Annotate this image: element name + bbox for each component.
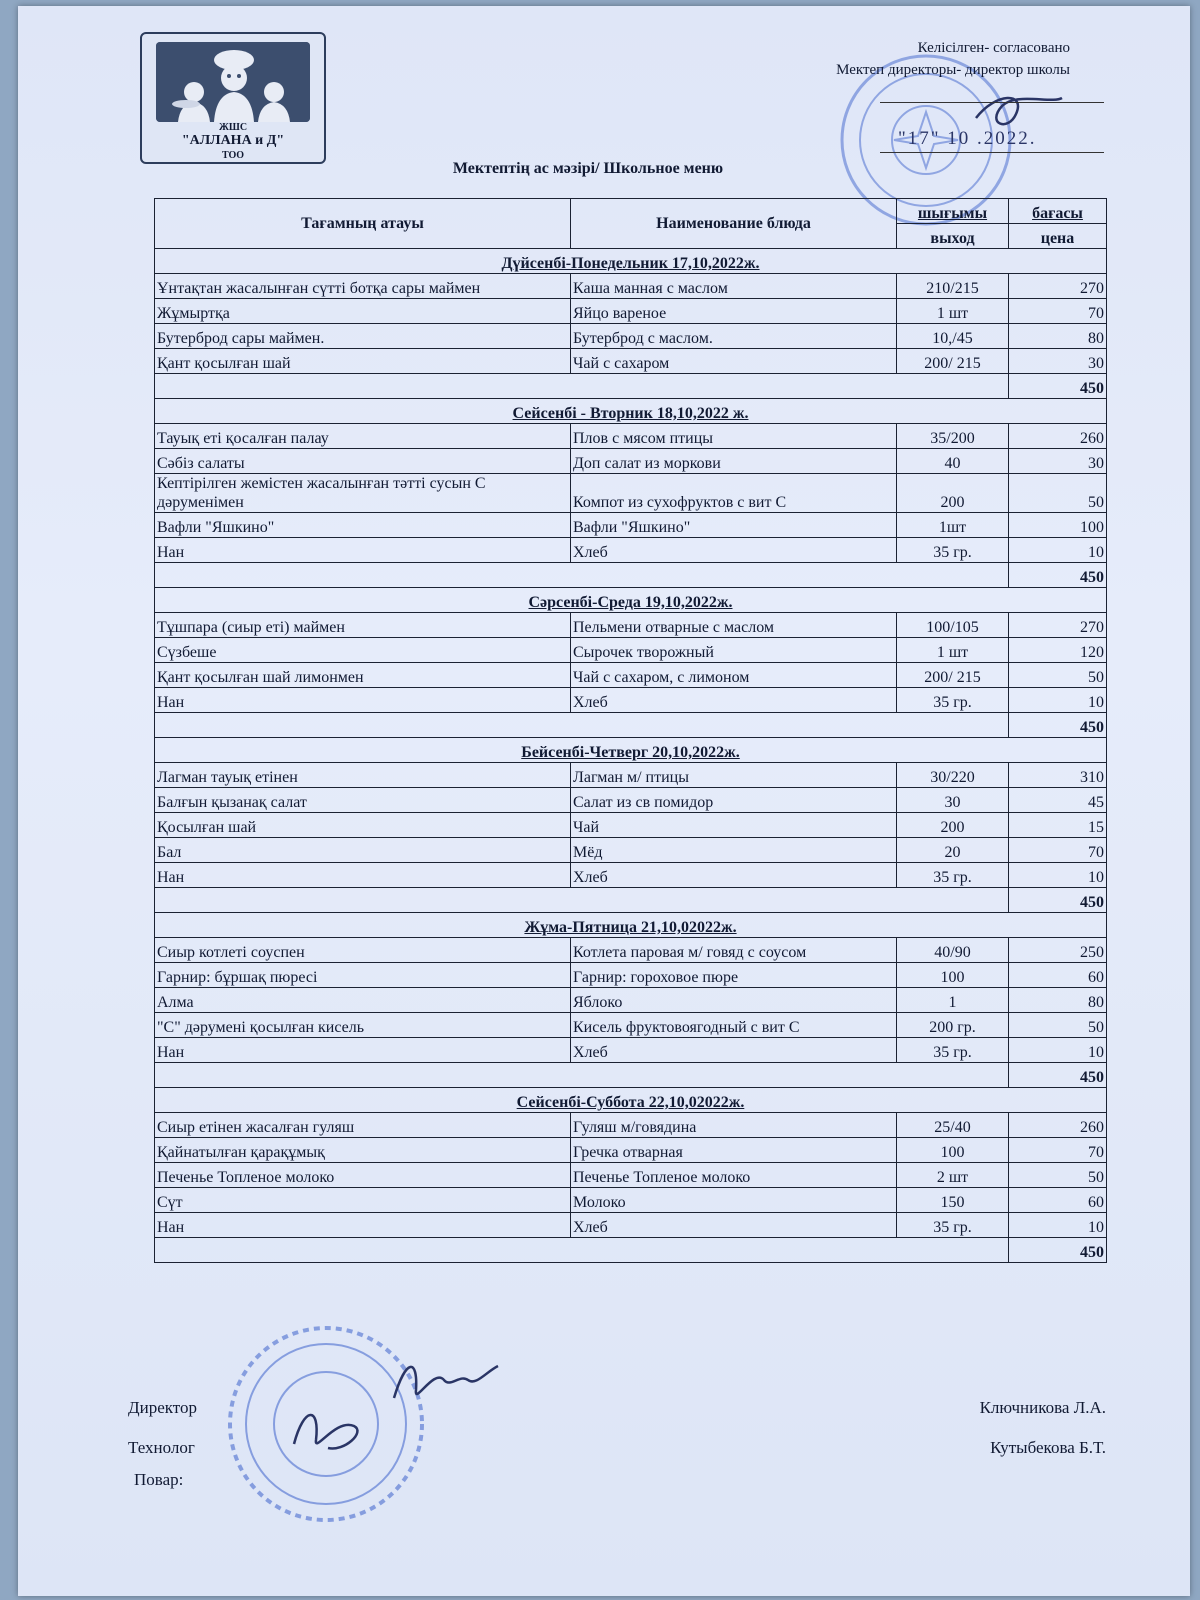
dish-name-kz: Нан (155, 1213, 571, 1238)
dish-yield: 10,/45 (897, 324, 1009, 349)
menu-item-row (155, 349, 1107, 374)
dish-yield: 35 гр. (897, 1038, 1009, 1063)
technologist-name: Кутыбекова Б.Т. (990, 1438, 1106, 1457)
header-price-ru: цена (1009, 224, 1107, 249)
dish-name-ru: Вафли "Яшкино" (571, 513, 897, 538)
dish-yield: 200 (897, 474, 1009, 513)
dish-yield: 200 гр. (897, 1013, 1009, 1038)
menu-item-row (155, 299, 1107, 324)
dish-name-ru: Яйцо вареное (571, 299, 897, 324)
dish-name-ru: Мёд (571, 838, 897, 863)
signature-line (880, 102, 1104, 103)
dish-price: 10 (1009, 688, 1107, 713)
day-title: Дүйсенбі-Понедельник 17,10,2022ж. (155, 249, 1107, 274)
total-spacer (155, 374, 1009, 399)
dish-name-kz: Нан (155, 1038, 571, 1063)
dish-price: 270 (1009, 613, 1107, 638)
dish-name-ru: Гарнир: гороховое пюре (571, 963, 897, 988)
header-name-kz: Тағамның атауы (155, 199, 571, 249)
menu-item-row (155, 613, 1107, 638)
menu-item-row (155, 838, 1107, 863)
dish-name-ru: Хлеб (571, 863, 897, 888)
company-logo (140, 32, 326, 164)
dish-yield: 40 (897, 449, 1009, 474)
menu-body (155, 249, 1107, 1263)
dish-price: 50 (1009, 1163, 1107, 1188)
menu-item-row (155, 1038, 1107, 1063)
dish-yield: 150 (897, 1188, 1009, 1213)
dish-price: 50 (1009, 474, 1107, 513)
dish-yield: 200 (897, 813, 1009, 838)
technologist-label: Технолог (128, 1438, 195, 1457)
dish-name-kz: Нан (155, 688, 571, 713)
dish-name-kz: Сиыр етінен жасалған гуляш (155, 1113, 571, 1138)
header-yield-ru: выход (897, 224, 1009, 249)
day-header-row (155, 913, 1107, 938)
menu-item-row (155, 1013, 1107, 1038)
dish-name-kz: Гарнир: бұршақ пюресі (155, 963, 571, 988)
dish-yield: 210/215 (897, 274, 1009, 299)
dish-name-kz: Сүт (155, 1188, 571, 1213)
dish-name-kz: Сүзбеше (155, 638, 571, 663)
dish-price: 30 (1009, 349, 1107, 374)
menu-item-row (155, 424, 1107, 449)
menu-item-row (155, 1113, 1107, 1138)
day-title: Жұма-Пятница 21,10,02022ж. (155, 913, 1107, 938)
dish-price: 100 (1009, 513, 1107, 538)
day-total-row (155, 1238, 1107, 1263)
menu-item-row (155, 688, 1107, 713)
dish-name-kz: Лагман тауық етінен (155, 763, 571, 788)
dish-yield: 20 (897, 838, 1009, 863)
menu-item-row (155, 1138, 1107, 1163)
dish-name-kz: Алма (155, 988, 571, 1013)
cook-label: Повар: (134, 1470, 184, 1489)
dish-price: 70 (1009, 1138, 1107, 1163)
dish-name-kz: Бал (155, 838, 571, 863)
menu-item-row (155, 538, 1107, 563)
dish-price: 10 (1009, 538, 1107, 563)
dish-price: 10 (1009, 863, 1107, 888)
dish-price: 260 (1009, 424, 1107, 449)
total-spacer (155, 1063, 1009, 1088)
dish-price: 10 (1009, 1038, 1107, 1063)
day-total-row (155, 1063, 1107, 1088)
dish-name-kz: Қант қосылған шай лимонмен (155, 663, 571, 688)
dish-price: 15 (1009, 813, 1107, 838)
dish-name-kz: Кептірілген жемістен жасалынған тәтті сусын С дәруменімен (155, 474, 571, 513)
dish-name-kz: Сәбіз салаты (155, 449, 571, 474)
menu-item-row (155, 938, 1107, 963)
dish-name-ru: Хлеб (571, 1038, 897, 1063)
dish-yield: 30 (897, 788, 1009, 813)
menu-item-row (155, 663, 1107, 688)
day-header-row (155, 1088, 1107, 1113)
dish-price: 60 (1009, 963, 1107, 988)
dish-yield: 100/105 (897, 613, 1009, 638)
day-total-row (155, 888, 1107, 913)
day-header-row (155, 588, 1107, 613)
day-header-row (155, 399, 1107, 424)
day-total-row (155, 374, 1107, 399)
dish-yield: 1 шт (897, 299, 1009, 324)
day-total: 450 (1009, 1063, 1107, 1088)
dish-price: 70 (1009, 838, 1107, 863)
dish-price: 250 (1009, 938, 1107, 963)
day-total: 450 (1009, 563, 1107, 588)
dish-yield: 2 шт (897, 1163, 1009, 1188)
dish-name-ru: Плов с мясом птицы (571, 424, 897, 449)
dish-name-kz: Печенье Топленое молоко (155, 1163, 571, 1188)
dish-name-ru: Печенье Топленое молоко (571, 1163, 897, 1188)
menu-sheet (18, 6, 1190, 1596)
dish-name-kz: Вафли "Яшкино" (155, 513, 571, 538)
director-signature-icon (390, 1350, 500, 1410)
dish-price: 70 (1009, 299, 1107, 324)
day-header-row (155, 738, 1107, 763)
header-name-ru: Наименование блюда (571, 199, 897, 249)
day-total: 450 (1009, 374, 1107, 399)
dish-yield: 35 гр. (897, 863, 1009, 888)
day-total: 450 (1009, 888, 1107, 913)
dish-price: 10 (1009, 1213, 1107, 1238)
date-underline (880, 152, 1104, 153)
menu-item-row (155, 638, 1107, 663)
dish-price: 120 (1009, 638, 1107, 663)
dish-yield: 40/90 (897, 938, 1009, 963)
dish-name-kz: Қосылған шай (155, 813, 571, 838)
dish-name-ru: Каша манная с маслом (571, 274, 897, 299)
dish-yield: 35 гр. (897, 688, 1009, 713)
dish-name-ru: Салат из св помидор (571, 788, 897, 813)
dish-name-kz: Тұшпара (сиыр еті) маймен (155, 613, 571, 638)
dish-name-ru: Чай (571, 813, 897, 838)
total-spacer (155, 888, 1009, 913)
dish-yield: 1шт (897, 513, 1009, 538)
total-spacer (155, 1238, 1009, 1263)
director-name: Ключникова Л.А. (979, 1398, 1106, 1417)
dish-price: 45 (1009, 788, 1107, 813)
dish-name-kz: Нан (155, 863, 571, 888)
dish-yield: 35 гр. (897, 1213, 1009, 1238)
menu-item-row (155, 324, 1107, 349)
dish-price: 50 (1009, 663, 1107, 688)
dish-yield: 200/ 215 (897, 349, 1009, 374)
day-total: 450 (1009, 713, 1107, 738)
dish-name-ru: Хлеб (571, 1213, 897, 1238)
day-title: Сәрсенбі-Среда 19,10,2022ж. (155, 588, 1107, 613)
dish-name-ru: Компот из сухофруктов с вит С (571, 474, 897, 513)
menu-table (154, 198, 1107, 1263)
menu-item-row (155, 1213, 1107, 1238)
dish-name-ru: Бутерброд с маслом. (571, 324, 897, 349)
day-title: Сейсенбі - Вторник 18,10,2022 ж. (155, 399, 1107, 424)
dish-price: 270 (1009, 274, 1107, 299)
dish-name-kz: "С" дәрумені қосылған кисель (155, 1013, 571, 1038)
total-spacer (155, 713, 1009, 738)
dish-price: 80 (1009, 324, 1107, 349)
dish-price: 50 (1009, 1013, 1107, 1038)
dish-name-kz: Тауық еті қосалған палау (155, 424, 571, 449)
menu-item-row (155, 474, 1107, 513)
dish-name-ru: Доп салат из моркови (571, 449, 897, 474)
menu-item-row (155, 1163, 1107, 1188)
dish-name-ru: Лагман м/ птицы (571, 763, 897, 788)
logo-line3: ТОО (221, 150, 245, 161)
day-total-row (155, 713, 1107, 738)
day-title: Бейсенбі-Четверг 20,10,2022ж. (155, 738, 1107, 763)
approval-label: Келісілген- согласовано (917, 40, 1070, 56)
day-title: Сейсенбі-Суббота 22,10,02022ж. (155, 1088, 1107, 1113)
header-yield-kz: шығымы (897, 199, 1009, 224)
dish-name-kz: Қант қосылған шай (155, 349, 571, 374)
dish-name-kz: Ұнтақтан жасалынған сүтті ботқа сары маймен (155, 274, 571, 299)
dish-name-ru: Хлеб (571, 688, 897, 713)
menu-item-row (155, 788, 1107, 813)
menu-item-row (155, 449, 1107, 474)
director-approval-label: Мектеп директоры- директор школы (836, 62, 1070, 78)
director-label: Директор (128, 1398, 197, 1417)
menu-item-row (155, 274, 1107, 299)
total-spacer (155, 563, 1009, 588)
table-header-row (155, 199, 1107, 224)
dish-name-kz: Қайнатылған қарақұмық (155, 1138, 571, 1163)
menu-item-row (155, 963, 1107, 988)
menu-item-row (155, 988, 1107, 1013)
dish-name-ru: Кисель фруктовоягодный с вит С (571, 1013, 897, 1038)
day-total-row (155, 563, 1107, 588)
dish-name-ru: Молоко (571, 1188, 897, 1213)
header-price-kz: бағасы (1009, 199, 1107, 224)
dish-yield: 1 (897, 988, 1009, 1013)
dish-name-ru: Гуляш м/говядина (571, 1113, 897, 1138)
menu-item-row (155, 863, 1107, 888)
menu-item-row (155, 763, 1107, 788)
dish-name-kz: Нан (155, 538, 571, 563)
dish-price: 310 (1009, 763, 1107, 788)
dish-name-ru: Котлета паровая м/ говяд с соусом (571, 938, 897, 963)
approval-date: "17" 10 .2022. (898, 128, 1037, 149)
logo-line1: ЖШС (218, 122, 248, 133)
chef-logo-icon (156, 42, 310, 122)
dish-name-ru: Чай с сахаром (571, 349, 897, 374)
menu-item-row (155, 1188, 1107, 1213)
menu-item-row (155, 513, 1107, 538)
dish-yield: 100 (897, 1138, 1009, 1163)
dish-name-kz: Бутерброд сары маймен. (155, 324, 571, 349)
dish-price: 260 (1009, 1113, 1107, 1138)
dish-yield: 200/ 215 (897, 663, 1009, 688)
dish-yield: 1 шт (897, 638, 1009, 663)
dish-price: 60 (1009, 1188, 1107, 1213)
dish-yield: 35 гр. (897, 538, 1009, 563)
menu-item-row (155, 813, 1107, 838)
dish-price: 30 (1009, 449, 1107, 474)
dish-name-ru: Пельмени отварные с маслом (571, 613, 897, 638)
logo-company-name: "АЛЛАНА и Д" (181, 133, 285, 148)
dish-name-ru: Яблоко (571, 988, 897, 1013)
dish-name-ru: Хлеб (571, 538, 897, 563)
day-header-row (155, 249, 1107, 274)
dish-yield: 30/220 (897, 763, 1009, 788)
dish-yield: 100 (897, 963, 1009, 988)
day-total: 450 (1009, 1238, 1107, 1263)
dish-name-kz: Сиыр котлеті соуспен (155, 938, 571, 963)
dish-name-kz: Жұмыртқа (155, 299, 571, 324)
dish-yield: 25/40 (897, 1113, 1009, 1138)
dish-name-ru: Гречка отварная (571, 1138, 897, 1163)
dish-name-kz: Балғын қызанақ салат (155, 788, 571, 813)
dish-name-ru: Чай с сахаром, с лимоном (571, 663, 897, 688)
dish-price: 80 (1009, 988, 1107, 1013)
page-title: Мектептің ас мәзірі/ Школьное меню (452, 160, 724, 177)
dish-name-ru: Сырочек творожный (571, 638, 897, 663)
dish-yield: 35/200 (897, 424, 1009, 449)
